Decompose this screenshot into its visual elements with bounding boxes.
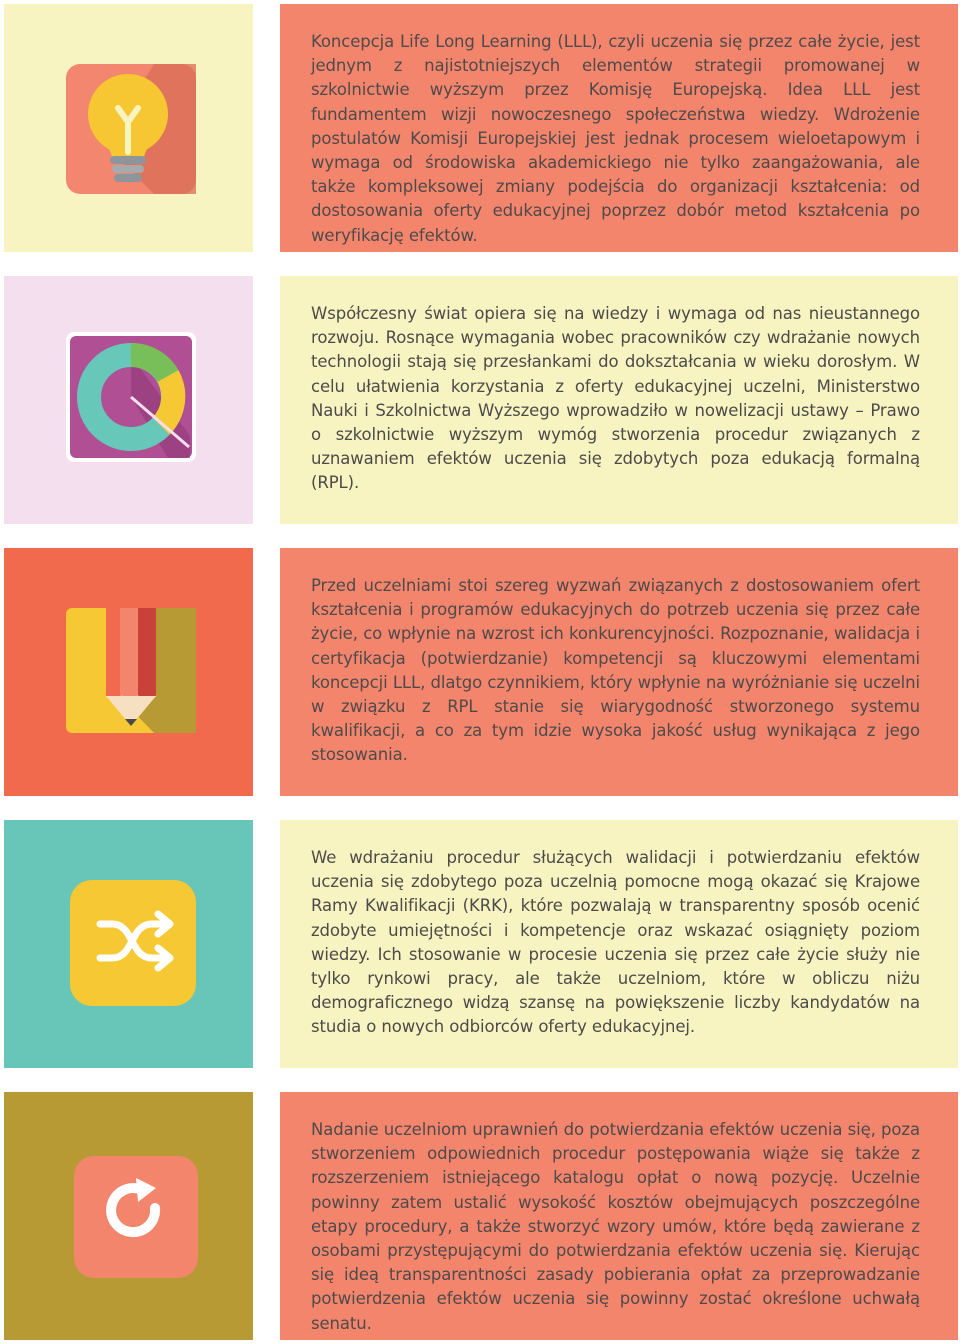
pencil-icon (4, 548, 253, 796)
text-panel (280, 820, 958, 1068)
text-panel (280, 4, 958, 252)
icon-tile-lightbulb (4, 4, 253, 252)
icon-tile-donut (4, 276, 253, 524)
section-paragraph: Współczesny świat opiera się na wiedzy i wymaga od nas nieustannego rozwoju. Rosnące wymagania wobec pracowników czy wdrażanie nowych technologii stają się przesłankami do dokształcania w wieku dorosłym. W celu ułatwienia korzystania z oferty edukacyjnej uczelni, Ministerstwo Nauki i Szkolnictwa Wyższego wprowadziło w nowelizacji ustawy – Prawo o szkolnictwie wyższym wymóg stworzenia procedur związanych z uznawaniem efektów uczenia się zdobytych poza edukacją formalną (RPL). (311, 304, 920, 493)
shuffle-icon (4, 820, 253, 1068)
icon-tile-pencil (4, 548, 253, 796)
donut-chart-icon (4, 276, 253, 524)
text-panel (280, 1092, 958, 1340)
section-paragraph: Przed uczelniami stoi szereg wyzwań związanych z dostosowaniem ofert kształcenia i programów edukacyjnych do potrzeb uczenia się przez całe życie, co wpłynie na wzrost ich konkurencyjności. Rozpoznanie, walidacja i certyfikacja (potwierdzanie) kompetencji są kluczowymi elementami koncepcji LLL, dlatgo czynnikiem, który wpłynie na wyróżnianie się uczelni w związku z RPL stanie się wiarygodność stworzonego systemu kwalifikacji, a co za tym idzie wysoka jakość usług wynikająca z jego stosowania. (311, 576, 920, 765)
text-panel (280, 276, 958, 524)
section-paragraph: We wdrażaniu procedur służących walidacji i potwierdzaniu efektów uczenia się zdobytego poza uczelnią pomocne mogą okazać się Krajowe Ramy Kwalifikacji (KRK), które pozwalają w transparentny sposób ocenić zdobyte umiejętności i kompetencje oraz wskazać osiągnięty poziom wiedzy. Ich stosowanie w procesie uczenia się przez całe życie służy nie tylko rynkowi pracy, ale także uczelniom, które w obliczu niżu demograficznego widzą szansę na powiększenie liczby kandydatów na studia o nowych odbiorców oferty edukacyjnej. (311, 848, 920, 1037)
lightbulb-icon (4, 4, 253, 252)
icon-tile-refresh (4, 1092, 253, 1340)
refresh-icon (4, 1092, 253, 1340)
section-paragraph: Koncepcja Life Long Learning (LLL), czyli uczenia się przez całe życie, jest jednym z najistotniejszych elementów strategii promowanej w szkolnictwie wyższym przez Komisję Europejską. Idea LLL jest fundamentem wizji nowoczesnego społeczeństwa wiedzy. Wdrożenie postulatów Komisji Europejskiej jest jednak procesem wieloetapowym i wymaga od środowiska akademickiego nie tylko zaangażowania, ale także kompleksowej zmiany podejścia do organizacji kształcenia: od dostosowania oferty edukacyjnej poprzez dobór metod kształcenia po weryfikację efektów. (311, 32, 920, 245)
text-panel (280, 548, 958, 796)
icon-tile-shuffle (4, 820, 253, 1068)
section-paragraph: Nadanie uczelniom uprawnień do potwierdzania efektów uczenia się, poza stworzeniem odpowiednich procedur postępowania wiąże się także z rozszerzeniem istniejącego katalogu opłat o nową pozycję. Uczelnie powinny zatem ustalić wysokość kosztów obejmujących poszczególne etapy procedury, a także stworzyć wzory umów, które będą zawierane z osobami przystępującymi do potwierdzania efektów uczenia się. Kierując się ideą transparentności zasady pobierania opłat za przeprowadzanie potwierdzenia efektów uczenia się powinny zostać określone uchwałą senatu. (311, 1120, 920, 1333)
